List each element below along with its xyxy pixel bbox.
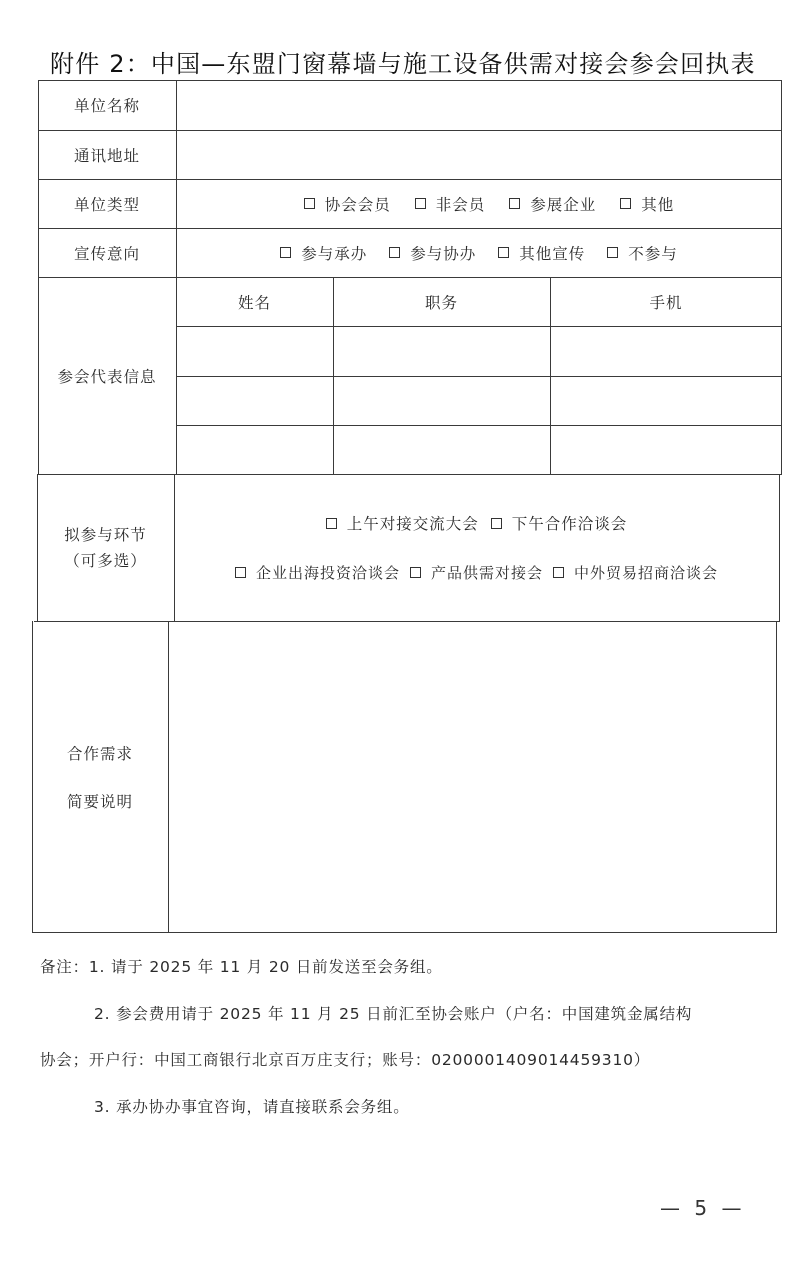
option-label: 产品供需对接会 — [430, 563, 543, 582]
unit-name-label: 单位名称 — [73, 97, 140, 115]
rep-name-field[interactable] — [177, 327, 332, 375]
address-field[interactable] — [177, 131, 780, 178]
session-options-row — [174, 505, 779, 541]
checkbox-icon[interactable] — [607, 247, 618, 258]
option-label: 中外贸易招商洽谈会 — [574, 563, 719, 582]
address-label: 通讯地址 — [73, 146, 140, 165]
checkbox-option[interactable] — [498, 242, 585, 264]
page-number: — 5 — — [660, 1196, 746, 1220]
option-label: 参展企业 — [530, 195, 597, 214]
session-options-row — [174, 554, 779, 590]
option-label: 协会会员 — [324, 195, 391, 214]
unit-type-label: 单位类型 — [73, 195, 140, 214]
page-title: 附件 2：中国—东盟门窗幕墙与施工设备供需对接会参会回执表 — [50, 50, 756, 78]
note-line: 2. 参会费用请于 2025 年 11 月 25 日前汇至协会账户（户名：中国建筑金属结构 — [94, 1005, 693, 1023]
option-label: 其他宣传 — [519, 244, 586, 263]
table-border-right — [776, 621, 777, 933]
rep-header-position: 职务 — [424, 293, 458, 312]
checkbox-icon[interactable] — [389, 247, 400, 258]
checkbox-icon[interactable] — [326, 518, 337, 529]
rep-position-field[interactable] — [334, 327, 549, 375]
option-label: 不参与 — [628, 244, 678, 263]
unit-name-field[interactable] — [177, 81, 780, 129]
checkbox-option[interactable] — [491, 512, 628, 534]
option-label: 上午对接交流大会 — [346, 515, 479, 533]
note-line: 备注：1. 请于 2025 年 11 月 20 日前发送至会务组。 — [40, 958, 443, 976]
promo-options — [176, 228, 782, 277]
session-label-line2: （可多选） — [64, 551, 147, 570]
option-label: 参与承办 — [301, 244, 368, 263]
checkbox-icon[interactable] — [415, 198, 426, 209]
table-border-bottom — [32, 932, 777, 933]
checkbox-icon[interactable] — [304, 198, 315, 209]
rep-mobile-field[interactable] — [551, 327, 780, 375]
rep-info-label: 参会代表信息 — [57, 367, 157, 386]
option-label: 参与协办 — [410, 244, 477, 263]
checkbox-icon[interactable] — [498, 247, 509, 258]
rep-header-mobile: 手机 — [649, 293, 683, 312]
note-line: 3. 承办协办事宜咨询，请直接联系会务组。 — [94, 1098, 410, 1116]
rep-mobile-field[interactable] — [551, 377, 780, 424]
session-label-line1: 拟参与环节 — [64, 525, 147, 544]
checkbox-icon[interactable] — [235, 567, 246, 578]
needs-field[interactable] — [169, 622, 775, 931]
checkbox-option[interactable] — [415, 193, 486, 215]
promo-label: 宣传意向 — [73, 244, 140, 263]
needs-label — [32, 621, 168, 932]
rep-name-field[interactable] — [177, 377, 332, 424]
rep-mobile-field[interactable] — [551, 426, 780, 473]
checkbox-option[interactable] — [607, 242, 678, 264]
checkbox-option[interactable] — [235, 562, 400, 583]
option-label: 企业出海投资洽谈会 — [255, 563, 400, 582]
checkbox-icon[interactable] — [280, 247, 291, 258]
label-divider — [174, 474, 175, 622]
table-border-right — [779, 474, 780, 622]
unit-type-options — [196, 179, 782, 228]
session-label — [37, 474, 174, 621]
checkbox-option[interactable] — [553, 562, 718, 583]
option-label: 其他 — [641, 195, 675, 214]
needs-label-line1: 合作需求 — [66, 744, 133, 763]
note-line: 协会；开户行：中国工商银行北京百万庄支行；账号：0200001409014459310） — [40, 1051, 651, 1069]
checkbox-icon[interactable] — [509, 198, 520, 209]
rep-header-name: 姓名 — [237, 293, 271, 312]
checkbox-option[interactable] — [410, 562, 543, 583]
checkbox-option[interactable] — [509, 193, 596, 215]
checkbox-icon[interactable] — [620, 198, 631, 209]
checkbox-icon[interactable] — [491, 518, 502, 529]
rep-position-field[interactable] — [334, 426, 549, 473]
needs-label-line2: 简要说明 — [66, 792, 133, 811]
checkbox-icon[interactable] — [410, 567, 421, 578]
checkbox-option[interactable] — [326, 512, 479, 534]
rep-name-field[interactable] — [177, 426, 332, 473]
option-label: 非会员 — [435, 195, 486, 214]
rep-position-field[interactable] — [334, 377, 549, 424]
checkbox-option[interactable] — [280, 242, 367, 264]
option-label: 下午合作洽谈会 — [511, 515, 628, 533]
checkbox-icon[interactable] — [553, 567, 564, 578]
checkbox-option[interactable] — [304, 193, 391, 215]
checkbox-option[interactable] — [389, 242, 476, 264]
checkbox-option[interactable] — [620, 193, 674, 215]
